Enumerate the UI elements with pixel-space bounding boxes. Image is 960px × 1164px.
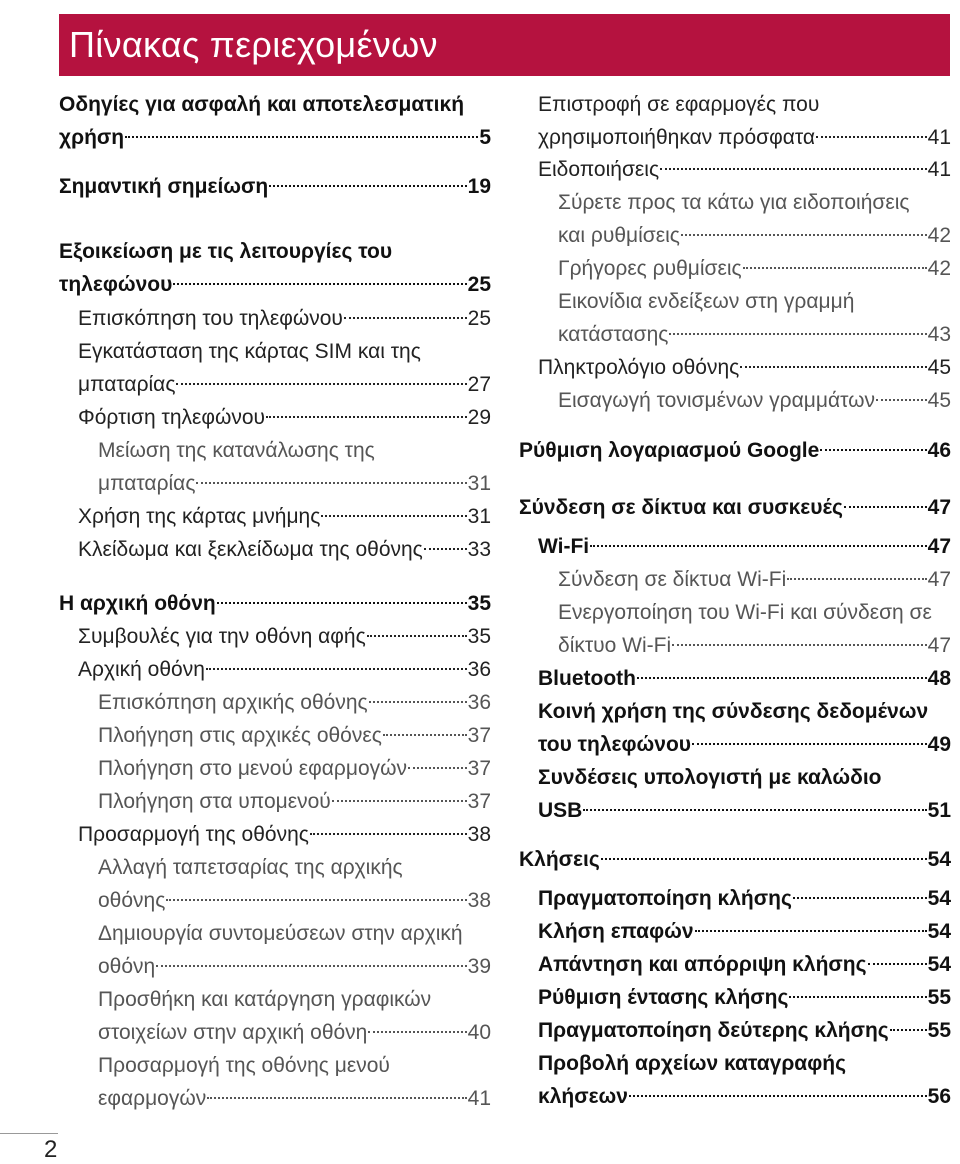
toc-page-number: 37 bbox=[467, 790, 491, 813]
toc-page-number: 39 bbox=[467, 955, 491, 978]
toc-entry-text: Αλλαγή ταπετσαρίας της αρχικής bbox=[98, 856, 403, 879]
toc-entry[interactable] bbox=[519, 384, 951, 417]
toc-page-number: 31 bbox=[467, 505, 491, 528]
toc-entry-text: οθόνης bbox=[98, 889, 166, 912]
toc-entry-text: Εγκατάσταση της κάρτας SIM και της bbox=[78, 340, 421, 363]
toc-page-number: 47 bbox=[927, 634, 951, 657]
dot-leader bbox=[743, 267, 927, 269]
toc-entry[interactable] bbox=[59, 1049, 491, 1115]
toc-entry-text: Προσαρμογή της οθόνης bbox=[78, 823, 309, 846]
toc-page-number: 54 bbox=[927, 848, 951, 871]
dot-leader bbox=[206, 668, 467, 670]
dot-leader bbox=[207, 1097, 466, 1099]
toc-page-number: 41 bbox=[927, 126, 951, 149]
toc-entry[interactable] bbox=[519, 948, 951, 981]
toc-page-number: 48 bbox=[927, 667, 951, 690]
dot-leader bbox=[367, 635, 467, 637]
dot-leader bbox=[816, 136, 927, 138]
toc-entry-text: Πραγματοποίηση κλήσης bbox=[538, 887, 792, 910]
toc-entry-row bbox=[98, 719, 491, 752]
toc-page-number: 45 bbox=[927, 389, 951, 412]
dot-leader bbox=[156, 965, 466, 967]
toc-entry-text: Bluetooth bbox=[538, 667, 636, 690]
toc-entry-text: Δημιουργία συντομεύσεων στην αρχική bbox=[98, 922, 463, 945]
toc-entry[interactable] bbox=[59, 434, 491, 500]
page-number-rule bbox=[0, 1133, 58, 1134]
toc-entry-text: μπαταρίας bbox=[98, 472, 196, 495]
toc-page-number: 29 bbox=[467, 406, 491, 429]
toc-entry-row bbox=[98, 686, 491, 719]
toc-page-number: 37 bbox=[467, 757, 491, 780]
toc-entry[interactable] bbox=[59, 235, 491, 301]
toc-entry[interactable] bbox=[59, 653, 491, 686]
toc-page-number: 36 bbox=[467, 691, 491, 714]
toc-entry-text: Επισκόπηση του τηλεφώνου bbox=[78, 307, 343, 330]
dot-leader bbox=[672, 644, 927, 646]
toc-entry-text: οθόνη bbox=[98, 955, 156, 978]
toc-entry[interactable] bbox=[59, 851, 491, 917]
toc-page-number: 25 bbox=[467, 307, 491, 330]
toc-entry-row bbox=[558, 629, 951, 662]
toc-entry-text: Εξοικείωση με τις λειτουργίες του bbox=[59, 240, 393, 263]
toc-page-number: 51 bbox=[927, 799, 951, 822]
toc-entry[interactable] bbox=[59, 620, 491, 653]
toc-entry-text: Σύνδεση σε δίκτυα και συσκευές bbox=[519, 496, 843, 519]
toc-entry-row bbox=[78, 533, 491, 566]
toc-page-number: 54 bbox=[927, 920, 951, 943]
toc-page-number: 41 bbox=[467, 1087, 491, 1110]
toc-entry-row bbox=[78, 500, 491, 533]
toc-entry[interactable] bbox=[59, 500, 491, 533]
toc-page-number: 37 bbox=[467, 724, 491, 747]
toc-page-number: 49 bbox=[927, 733, 951, 756]
toc-entry[interactable] bbox=[519, 530, 951, 563]
toc-entry-text: Μείωση της κατανάλωσης της bbox=[98, 439, 375, 462]
toc-page-number: 35 bbox=[467, 592, 491, 615]
toc-entry-text: Ρύθμιση λογαριασμού Google bbox=[519, 439, 820, 462]
toc-entry-text: Οδηγίες για ασφαλή και αποτελεσματική bbox=[59, 93, 465, 116]
toc-entry[interactable] bbox=[519, 662, 951, 695]
toc-entry-row bbox=[538, 1080, 951, 1113]
toc-entry-text: Πλοήγηση στα υπομενού bbox=[98, 790, 331, 813]
toc-entry-row bbox=[98, 950, 491, 983]
toc-entry[interactable] bbox=[519, 761, 951, 827]
toc-entry-row bbox=[59, 170, 491, 203]
toc-page-number: 41 bbox=[927, 158, 951, 181]
toc-entry[interactable] bbox=[59, 818, 491, 851]
toc-entry[interactable] bbox=[519, 981, 951, 1014]
toc-entry-row bbox=[519, 843, 951, 876]
dot-leader bbox=[344, 317, 467, 319]
dot-leader bbox=[669, 333, 926, 335]
dot-leader bbox=[629, 1095, 927, 1097]
dot-leader bbox=[740, 366, 926, 368]
dot-leader bbox=[368, 1031, 466, 1033]
toc-entry-row bbox=[59, 587, 491, 620]
toc-entry[interactable] bbox=[59, 686, 491, 719]
toc-entry-text: Πλοήγηση στις αρχικές οθόνες bbox=[98, 724, 382, 747]
toc-entry-row bbox=[78, 653, 491, 686]
toc-entry[interactable] bbox=[59, 719, 491, 752]
toc-entry[interactable] bbox=[519, 843, 951, 876]
toc-page-number: 47 bbox=[927, 496, 951, 519]
toc-page-number: 46 bbox=[927, 439, 951, 462]
dot-leader bbox=[269, 185, 466, 187]
dot-leader bbox=[217, 602, 467, 604]
toc-page-number: 54 bbox=[927, 953, 951, 976]
toc-entry-text: μπαταρίας bbox=[78, 373, 176, 396]
toc-page-number: 56 bbox=[927, 1085, 951, 1108]
toc-entry[interactable] bbox=[519, 186, 951, 252]
dot-leader bbox=[408, 767, 467, 769]
toc-entry-text: Σημαντική σημείωση bbox=[59, 175, 269, 198]
dot-leader bbox=[695, 930, 927, 932]
toc-entry-row bbox=[558, 563, 951, 596]
toc-entry-row bbox=[59, 268, 491, 301]
toc-page-number: 19 bbox=[467, 175, 491, 198]
toc-entry-row bbox=[558, 318, 951, 351]
toc-entry-text: Κλείδωμα και ξεκλείδωμα της οθόνης bbox=[78, 538, 423, 561]
toc-entry[interactable] bbox=[59, 752, 491, 785]
toc-entry-text: και ρυθμίσεις bbox=[558, 224, 680, 247]
toc-page-number: 42 bbox=[927, 224, 951, 247]
toc-page-number: 5 bbox=[479, 126, 491, 149]
toc-page-number: 33 bbox=[467, 538, 491, 561]
toc-entry-text: χρήση bbox=[59, 126, 125, 149]
dot-leader bbox=[424, 548, 467, 550]
toc-entry[interactable] bbox=[519, 596, 951, 662]
toc-page-number: 54 bbox=[927, 887, 951, 910]
dot-leader bbox=[876, 399, 927, 401]
toc-entry-row bbox=[538, 153, 951, 186]
toc-entry-row bbox=[78, 401, 491, 434]
toc-entry-text: Αρχική οθόνη bbox=[78, 658, 205, 681]
toc-entry[interactable] bbox=[519, 285, 951, 351]
toc-entry-text: Εισαγωγή τονισμένων γραμμάτων bbox=[558, 389, 875, 412]
toc-entry-text: Συνδέσεις υπολογιστή με καλώδιο bbox=[538, 766, 882, 789]
title-bar bbox=[59, 14, 950, 76]
toc-page-number: 36 bbox=[467, 658, 491, 681]
toc-entry-text: Πλοήγηση στο μενού εφαρμογών bbox=[98, 757, 408, 780]
toc-entry[interactable] bbox=[519, 882, 951, 915]
toc-entry[interactable] bbox=[59, 302, 491, 335]
toc-entry-row bbox=[538, 662, 951, 695]
toc-entry-text: Κοινή χρήση της σύνδεσης δεδομένων bbox=[538, 700, 929, 723]
toc-entry[interactable] bbox=[519, 252, 951, 285]
toc-entry-row bbox=[538, 948, 951, 981]
toc-page-number: 47 bbox=[927, 535, 951, 558]
toc-entry-row bbox=[558, 384, 951, 417]
dot-leader bbox=[868, 963, 927, 965]
dot-leader bbox=[787, 578, 926, 580]
toc-page-number: 25 bbox=[467, 273, 491, 296]
toc-entry-text: τηλεφώνου bbox=[59, 273, 173, 296]
dot-leader bbox=[793, 897, 927, 899]
toc-entry[interactable] bbox=[519, 695, 951, 761]
toc-entry-text: Γρήγορες ρυθμίσεις bbox=[558, 257, 742, 280]
dot-leader bbox=[890, 1029, 927, 1031]
toc-entry-text: Προσθήκη και κατάργηση γραφικών bbox=[98, 988, 432, 1011]
toc-entry[interactable] bbox=[519, 1014, 951, 1047]
toc-entry[interactable] bbox=[59, 170, 491, 203]
dot-leader bbox=[176, 383, 466, 385]
toc-entry-row bbox=[538, 530, 951, 563]
toc-entry-text: Κλήσεις bbox=[519, 848, 600, 871]
toc-entry[interactable] bbox=[519, 351, 951, 384]
dot-leader bbox=[601, 858, 927, 860]
toc-entry-text: Πραγματοποίηση δεύτερης κλήσης bbox=[538, 1019, 889, 1042]
toc-entry-text: Η αρχική οθόνη bbox=[59, 592, 216, 615]
toc-entry-row bbox=[538, 915, 951, 948]
toc-entry-row bbox=[78, 620, 491, 653]
toc-entry[interactable] bbox=[59, 88, 491, 154]
dot-leader bbox=[196, 482, 466, 484]
dot-leader bbox=[266, 416, 467, 418]
toc-entry[interactable] bbox=[519, 563, 951, 596]
toc-entry-text: του τηλεφώνου bbox=[538, 733, 692, 756]
dot-leader bbox=[383, 734, 467, 736]
toc-entry[interactable] bbox=[519, 88, 951, 154]
dot-leader bbox=[844, 506, 927, 508]
toc-entry-row bbox=[78, 368, 491, 401]
toc-entry[interactable] bbox=[519, 491, 951, 524]
dot-leader bbox=[166, 899, 466, 901]
toc-entry-text: Απάντηση και απόρριψη κλήσης bbox=[538, 953, 867, 976]
toc-entry-text: Χρήση της κάρτας μνήμης bbox=[78, 505, 321, 528]
toc-page-number: 55 bbox=[927, 1019, 951, 1042]
toc-entry-text: εφαρμογών bbox=[98, 1087, 207, 1110]
dot-leader bbox=[681, 234, 927, 236]
toc-page-number: 42 bbox=[927, 257, 951, 280]
toc-entry-row bbox=[98, 785, 491, 818]
toc-entry-text: Προβολή αρχείων καταγραφής bbox=[538, 1052, 846, 1075]
page-number: 2 bbox=[44, 1136, 58, 1163]
toc-entry-text: Προσαρμογή της οθόνης μενού bbox=[98, 1054, 390, 1077]
toc-entry[interactable] bbox=[519, 915, 951, 948]
toc-page-number: 40 bbox=[467, 1021, 491, 1044]
toc-entry-text: Επιστροφή σε εφαρμογές που bbox=[538, 93, 820, 116]
toc-entry-row bbox=[538, 121, 951, 154]
toc-entry-row bbox=[538, 794, 951, 827]
toc-entry-row bbox=[98, 467, 491, 500]
page-title: Πίνακας περιεχομένων bbox=[69, 24, 438, 65]
toc-entry[interactable] bbox=[59, 785, 491, 818]
toc-entry-text: Σύρετε προς τα κάτω για ειδοποιήσεις bbox=[558, 191, 910, 214]
toc-entry-row bbox=[558, 219, 951, 252]
toc-page-number: 35 bbox=[467, 625, 491, 648]
toc-entry-row bbox=[78, 302, 491, 335]
toc-entry-row bbox=[519, 491, 951, 524]
dot-leader bbox=[173, 283, 466, 285]
dot-leader bbox=[637, 677, 927, 679]
toc-entry-text: Φόρτιση τηλεφώνου bbox=[78, 406, 266, 429]
toc-page-number: 38 bbox=[467, 889, 491, 912]
toc-entry-text: Εικονίδια ενδείξεων στη γραμμή bbox=[558, 290, 855, 313]
toc-entry-row bbox=[538, 1014, 951, 1047]
toc-entry-text: στοιχείων στην αρχική οθόνη bbox=[98, 1021, 368, 1044]
dot-leader bbox=[332, 800, 467, 802]
toc-page-number: 43 bbox=[927, 323, 951, 346]
toc-entry-row bbox=[538, 728, 951, 761]
toc-entry-text: USB bbox=[538, 799, 583, 822]
toc-entry-text: Ειδοποιήσεις bbox=[538, 158, 660, 181]
toc-entry-text: δίκτυο Wi-Fi bbox=[558, 634, 672, 657]
toc-page-number: 27 bbox=[467, 373, 491, 396]
toc-page-number: 55 bbox=[927, 986, 951, 1009]
toc-entry-row bbox=[558, 252, 951, 285]
toc-entry-row bbox=[98, 752, 491, 785]
toc-entry-text: Κλήση επαφών bbox=[538, 920, 694, 943]
toc-entry-text: Ενεργοποίηση του Wi-Fi και σύνδεση σε bbox=[558, 601, 932, 624]
toc-entry-text: Επισκόπηση αρχικής οθόνης bbox=[98, 691, 368, 714]
toc-entry[interactable] bbox=[59, 533, 491, 566]
toc-entry-row bbox=[59, 121, 491, 154]
toc-entry-row bbox=[78, 818, 491, 851]
dot-leader bbox=[321, 515, 466, 517]
toc-entry-row bbox=[519, 434, 951, 467]
toc-entry-text: κλήσεων bbox=[538, 1085, 628, 1108]
toc-entry-text: Πληκτρολόγιο οθόνης bbox=[538, 356, 740, 379]
dot-leader bbox=[692, 743, 927, 745]
dot-leader bbox=[789, 996, 926, 998]
toc-entry-row bbox=[98, 1016, 491, 1049]
dot-leader bbox=[820, 449, 926, 451]
dot-leader bbox=[583, 809, 926, 811]
toc-entry-text: χρησιμοποιήθηκαν πρόσφατα bbox=[538, 126, 816, 149]
dot-leader bbox=[369, 701, 467, 703]
toc-entry-text: Συμβουλές για την οθόνη αφής bbox=[78, 625, 366, 648]
toc-entry[interactable] bbox=[59, 587, 491, 620]
toc-entry[interactable] bbox=[519, 1047, 951, 1113]
toc-entry-row bbox=[538, 981, 951, 1014]
dot-leader bbox=[310, 833, 467, 835]
toc-entry-row bbox=[98, 884, 491, 917]
dot-leader bbox=[660, 168, 927, 170]
toc-entry[interactable] bbox=[59, 401, 491, 434]
toc-entry[interactable] bbox=[59, 983, 491, 1049]
toc-entry-row bbox=[538, 882, 951, 915]
toc-entry[interactable] bbox=[59, 335, 491, 401]
toc-page-number: 31 bbox=[467, 472, 491, 495]
toc-entry-text: Σύνδεση σε δίκτυα Wi-Fi bbox=[558, 568, 787, 591]
dot-leader bbox=[125, 136, 478, 138]
toc-page-number: 38 bbox=[467, 823, 491, 846]
toc-entry[interactable] bbox=[59, 917, 491, 983]
toc-entry-row bbox=[98, 1082, 491, 1115]
dot-leader bbox=[590, 545, 927, 547]
toc-entry-text: Wi-Fi bbox=[538, 535, 590, 558]
toc-page-number: 45 bbox=[927, 356, 951, 379]
toc-entry-text: Ρύθμιση έντασης κλήσης bbox=[538, 986, 789, 1009]
toc-page-number: 47 bbox=[927, 568, 951, 591]
toc-entry[interactable] bbox=[519, 153, 951, 186]
toc-entry-row bbox=[538, 351, 951, 384]
toc-entry-text: κατάστασης bbox=[558, 323, 669, 346]
toc-entry[interactable] bbox=[519, 434, 951, 467]
